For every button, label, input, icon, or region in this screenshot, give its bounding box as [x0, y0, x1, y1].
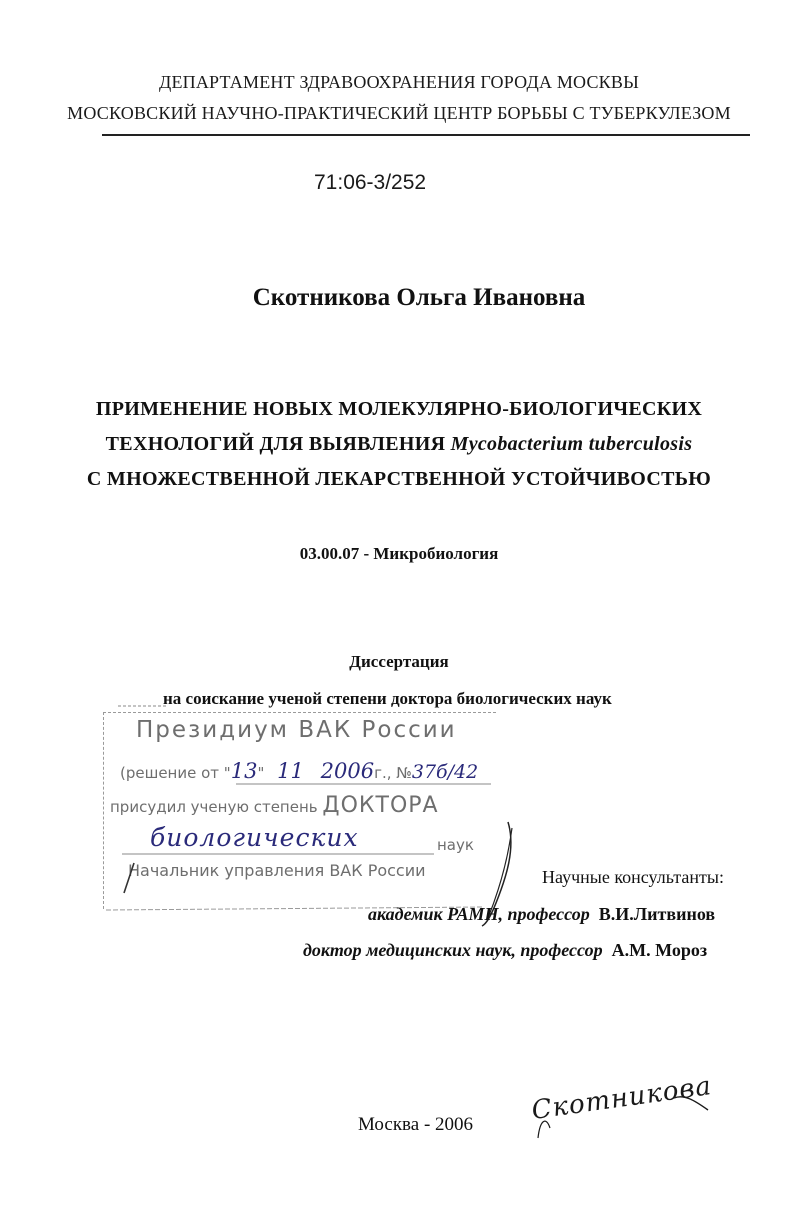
- department-heading: ДЕПАРТАМЕНТ ЗДРАВООХРАНЕНИЯ ГОРОДА МОСКВЫ: [158, 72, 639, 92]
- author-name: Скотникова Ольга Ивановна: [252, 284, 586, 311]
- title-line-1: ПРИМЕНЕНИЕ НОВЫХ МОЛЕКУЛЯРНО-БИОЛОГИЧЕСКИХ: [95, 398, 703, 420]
- stamp-date-underline: [236, 783, 496, 786]
- signature-flourish: [534, 1080, 714, 1150]
- consultant-2: [303, 940, 707, 961]
- stamp-field-underline: [122, 853, 442, 856]
- consultant-1-title: академик РАМН, профессор: [368, 904, 590, 924]
- stamp-year: 2006: [320, 759, 375, 783]
- stamp-field: биологических: [150, 823, 359, 852]
- degree-line: на соискание ученой степени доктора биологических наук: [163, 689, 612, 708]
- specialty: 03.00.07 - Микробиология: [299, 544, 499, 563]
- stamp-year-suffix: г., №: [374, 764, 412, 782]
- stamp-day: 13: [230, 759, 258, 783]
- stamp-decision-prefix: (решение от ": [120, 764, 231, 782]
- header-divider: [102, 134, 750, 136]
- consultant-1-name: В.И.Литвинов: [598, 904, 716, 924]
- organization-heading: МОСКОВСКИЙ НАУЧНО-ПРАКТИЧЕСКИЙ ЦЕНТР БОРЬБЫ С ТУБЕРКУЛЕЗОМ: [67, 103, 731, 123]
- stamp-title: Президиум ВАК России: [136, 717, 457, 743]
- vak-stamp: [103, 712, 496, 909]
- stamp-month: 11: [277, 759, 304, 783]
- stamp-field-suffix: наук: [437, 836, 474, 854]
- title-line-2: [0, 433, 798, 456]
- place-year: Москва - 2006: [358, 1114, 474, 1135]
- catalog-code: 71:06-3/252: [314, 171, 427, 194]
- title-line-3: С МНОЖЕСТВЕННОЙ ЛЕКАРСТВЕННОЙ УСТОЙЧИВОСТЬЮ: [86, 468, 712, 490]
- title-species: Mycobacterium tuberculosis: [450, 433, 693, 455]
- stamp-degree: ДОКТОРА: [322, 793, 439, 818]
- degree-line-dashes: [118, 704, 168, 708]
- stamp-official: Начальник управления ВАК России: [128, 861, 426, 880]
- consultants-label: Научные консультанты:: [542, 867, 724, 887]
- stamp-awarded-line: [110, 793, 439, 818]
- stamp-number: 37б/42: [411, 761, 479, 783]
- consultant-2-title: доктор медицинских наук, профессор: [303, 940, 603, 960]
- document-type: Диссертация: [349, 652, 449, 671]
- title-line-2-prefix: ТЕХНОЛОГИЙ ДЛЯ ВЫЯВЛЕНИЯ: [105, 433, 451, 455]
- stamp-mid-quote: ": [257, 764, 270, 782]
- author-signature: Скотникова: [529, 1071, 714, 1126]
- stamp-awarded-prefix: присудил ученую степень: [110, 798, 323, 816]
- stamp-decision-line: [120, 759, 478, 783]
- consultant-1: [368, 904, 715, 925]
- consultant-2-name: А.М. Мороз: [611, 940, 708, 960]
